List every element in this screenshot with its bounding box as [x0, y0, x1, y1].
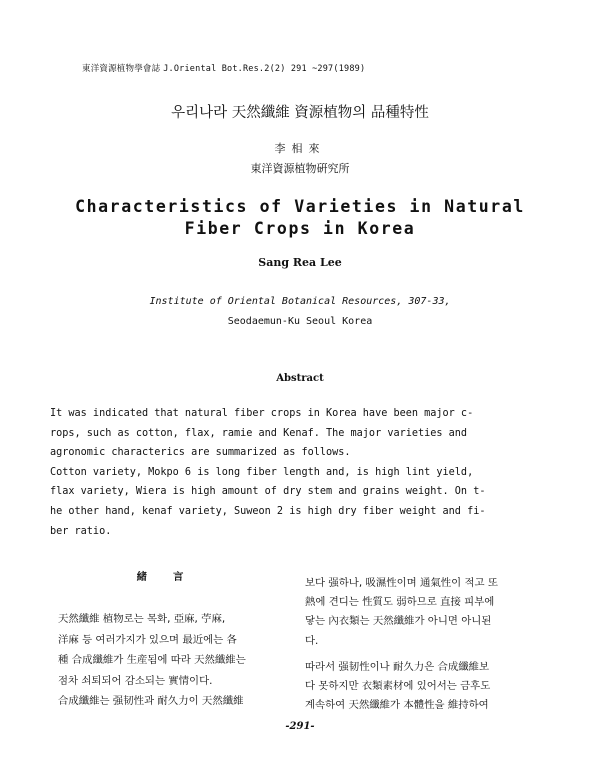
intro-left-line: 洋麻 등 여러가지가 있으며 最近에는 各 — [58, 633, 237, 646]
intro-heading: 緒言 — [136, 571, 210, 583]
intro-right-line: 닿는 內衣類는 天然纖維가 아니면 아니된 — [305, 615, 492, 628]
intro-right-line: 보다 强하나, 吸濕性이며 通氣性이 적고 또 — [305, 577, 498, 589]
abstract-line: rops, such as cotton, flax, ramie and Kenaf. The major varieties and — [50, 427, 468, 439]
korean-title: 우리나라 天然纖維 資源植物의 品種特性 — [171, 105, 429, 121]
intro-left-line: 天然纖維 植物로는 목화, 亞麻, 苧麻, — [58, 613, 226, 625]
intro-right-column — [305, 574, 550, 715]
intro-right-line: 계속하여 天然纖維가 本體性을 維持하여 — [305, 699, 489, 712]
abstract-line: he other hand, kenaf variety, Suweon 2 is high dry fiber weight and fi- — [50, 505, 486, 517]
english-author: Sang Rea Lee — [258, 256, 342, 269]
abstract-line: agronomic characterics are summarized as follows. — [50, 447, 351, 459]
institution-line-1: Institute of Oriental Botanical Resources, 307-33, — [149, 296, 451, 307]
intro-left-line: 種 合成纖維가 生産됨에 따라 天然纖維는 — [58, 654, 246, 667]
korean-author: 李相來 — [274, 142, 326, 155]
page-number: -291- — [285, 721, 315, 732]
abstract-line: flax variety, Wiera is high amount of dry stem and grains weight. On t- — [50, 486, 486, 498]
intro-right-line: 다. — [305, 634, 319, 647]
english-title-line-2: Fiber Crops in Korea — [184, 219, 416, 238]
intro-left-line: 合成纖維는 强韧性과 耐久力이 天然纖維 — [58, 695, 244, 708]
abstract-line: Cotton variety, Mokpo 6 is long fiber length and, is high lint yield, — [50, 466, 474, 478]
intro-right-line: 다 못하지만 衣類素材에 있어서는 금후도 — [305, 680, 491, 693]
journal-citation: J.Oriental Bot.Res.2(2) 291 ~297(1989) — [163, 64, 366, 74]
abstract-heading: Abstract — [276, 373, 324, 384]
english-title-line-1: Characteristics of Varieties in Natural — [75, 197, 525, 216]
intro-right-line: 따라서 强韧性이나 耐久力은 合成纖維보 — [305, 660, 490, 673]
journal-name-korean: 東洋資源植物學會誌 — [82, 64, 161, 74]
intro-left-column — [58, 568, 288, 712]
intro-right-line: 熱에 견디는 性質도 弱하므로 直接 피부에 — [305, 596, 495, 609]
abstract-line: It was indicated that natural fiber crops in Korea have been major c- — [50, 408, 474, 419]
journal-header — [82, 62, 365, 74]
korean-institution: 東洋資源植物硏究所 — [250, 162, 350, 175]
abstract-line: ber ratio. — [50, 525, 112, 537]
abstract-body — [50, 404, 555, 541]
english-title — [0, 196, 600, 240]
intro-left-line: 점차 쇠퇴되어 감소되는 實情이다. — [58, 674, 213, 687]
institution-line-2: Seodaemun-Ku Seoul Korea — [227, 316, 373, 327]
